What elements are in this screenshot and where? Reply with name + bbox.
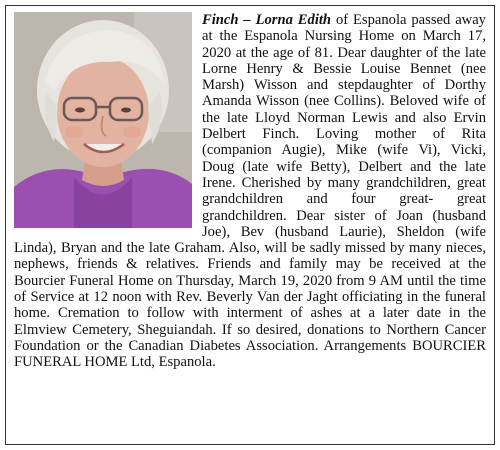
deceased-name: Finch – Lorna Edith xyxy=(202,12,332,28)
portrait-illustration xyxy=(14,12,192,228)
obituary-body: of Espanola passed away at the Espanola Nursing Home on March 17, 2020 at the age of 81. Dear daughter of the late Lorne Henry & Bessie Louise Bennet (nee Marsh) Wisson and stepdaughter of Dorthy Amanda Wisson (nee Collins). Beloved wife of the late Lloyd Norman Lewis and also Ervin Delbert Finch. Loving mother of Rita (companion Augie), Mike (wife Vi), Vicki, Doug (late wife Betty), Delbert and the late Irene. Cherished by many grandchildren, great grandchildren and four great- great grandchildren. Dear sister of Joan (husband Joe), Bev (husband Laurie), Sheldon (wife Linda), Bryan and the late Graham. Also, will be sadly missed by many nieces, nephews, friends & relatives. Friends and family may be received at the Bourcier Funeral Home on Thursday, March 19, 2020 from 9 AM until the time of Service at 12 noon with Rev. Beverly Van der Jaght officiating in the funeral home. Cremation to follow with interment of ashes at a later date in the Elmview Cemetery, Sheguiandah. If so desired, donations to Northern Cancer Foundation or the Canadian Diabetes Association. Arrangements BOURCIER FUNERAL HOME Ltd, Espanola. xyxy=(14,12,486,371)
portrait-photo xyxy=(14,12,192,228)
obituary-notice xyxy=(5,5,495,445)
